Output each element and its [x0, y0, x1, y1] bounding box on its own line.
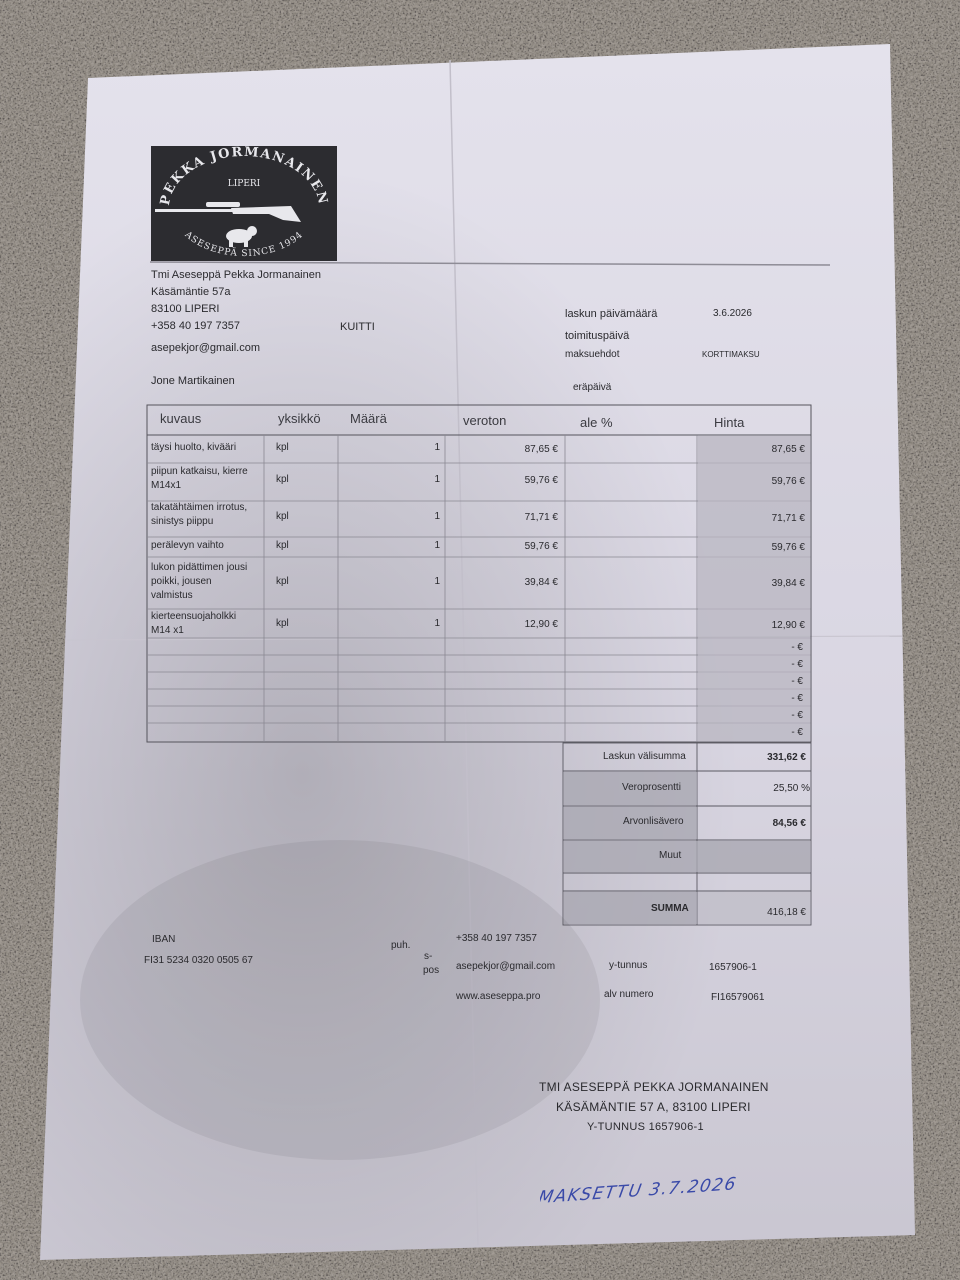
- row-description-cont: M14 x1: [151, 625, 184, 636]
- row-quantity: 1: [434, 474, 440, 485]
- stamp-line-address: KÄSÄMÄNTIE 57 A, 83100 LIPERI: [556, 1100, 751, 1114]
- footer-email: asepekjor@gmail.com: [456, 961, 556, 972]
- row-net: 39,84 €: [524, 577, 558, 588]
- row-unit: kpl: [276, 511, 289, 522]
- total-label: SUMMA: [651, 903, 689, 914]
- company-name: Tmi Aseseppä Pekka Jormanainen: [151, 269, 321, 281]
- row-price: 87,65 €: [771, 444, 805, 455]
- vat-rate-label: Veroprosentti: [622, 782, 681, 793]
- row-net: 71,71 €: [524, 512, 558, 523]
- vat-label: Arvonlisävero: [623, 816, 684, 827]
- empty-row-price: - €: [791, 693, 803, 704]
- payment-terms-label: maksuehdot: [565, 349, 620, 360]
- row-price: 39,84 €: [771, 578, 805, 589]
- company-city: 83100 LIPERI: [151, 303, 220, 315]
- email-label-cont: pos: [423, 965, 440, 976]
- row-description: lukon pidättimen jousi: [151, 562, 248, 573]
- empty-row-price: - €: [791, 710, 803, 721]
- row-unit: kpl: [276, 442, 289, 453]
- row-unit: kpl: [276, 540, 289, 551]
- row-description-cont: valmistus: [151, 590, 193, 601]
- row-quantity: 1: [434, 442, 440, 453]
- document-title: KUITTI: [340, 321, 375, 333]
- stamp-line-ytunnus: Y-TUNNUS 1657906-1: [587, 1121, 704, 1133]
- row-quantity: 1: [434, 540, 440, 551]
- logo-name-text: PEKKA JORMANAINEN: [157, 146, 331, 207]
- payment-terms: KORTTIMAKSU: [702, 350, 760, 359]
- company-logo: [151, 146, 337, 261]
- handwritten-paid-text: MAKSETTU 3.7.2026: [540, 1174, 739, 1208]
- row-net: 59,76 €: [524, 541, 558, 552]
- row-quantity: 1: [434, 618, 440, 629]
- empty-row-price: - €: [791, 727, 803, 738]
- customer-name: Jone Martikainen: [151, 375, 235, 387]
- row-description-cont: M14x1: [151, 480, 182, 491]
- row-description: piipun katkaisu, kierre: [151, 466, 248, 477]
- company-street: Käsämäntie 57a: [151, 286, 231, 298]
- row-quantity: 1: [434, 576, 440, 587]
- vat-rate-value: 25,50 %: [773, 783, 810, 794]
- invoice-date-label: laskun päivämäärä: [565, 308, 658, 320]
- row-price: 59,76 €: [771, 476, 805, 487]
- col-header-unit: yksikkö: [278, 411, 321, 426]
- row-unit: kpl: [276, 576, 289, 587]
- total-value: 416,18 €: [767, 907, 806, 918]
- company-phone: +358 40 197 7357: [151, 320, 241, 332]
- delivery-date-label: toimituspäivä: [565, 330, 630, 342]
- row-net: 59,76 €: [524, 475, 558, 486]
- col-header-discount: ale %: [580, 415, 613, 430]
- row-description: takatähtäimen irrotus,: [151, 502, 248, 513]
- company-email: asepekjor@gmail.com: [151, 342, 260, 354]
- subtotal-label: Laskun välisumma: [603, 751, 686, 762]
- row-price: 71,71 €: [771, 513, 805, 524]
- handwritten-paid-note: [540, 1168, 770, 1208]
- empty-row-price: - €: [791, 642, 803, 653]
- row-price: 12,90 €: [771, 620, 805, 631]
- phone-label: puh.: [391, 940, 411, 951]
- invoice-date: 3.6.2026: [713, 308, 752, 319]
- col-header-net: veroton: [463, 413, 507, 428]
- rifle-icon: [155, 202, 301, 222]
- iban-label: IBAN: [152, 934, 176, 945]
- empty-row-price: - €: [791, 659, 803, 670]
- alv-label: alv numero: [604, 989, 654, 1000]
- ytunnus-label: y-tunnus: [609, 960, 648, 971]
- col-header-quantity: Määrä: [350, 411, 387, 426]
- stamp-line-company: TMI ASESEPPÄ PEKKA JORMANAINEN: [539, 1080, 769, 1094]
- row-unit: kpl: [276, 474, 289, 485]
- row-description: perälevyn vaihto: [151, 540, 224, 551]
- logo-place-text: LIPERI: [227, 179, 261, 189]
- row-description: täysi huolto, kivääri: [151, 442, 237, 453]
- row-price: 59,76 €: [771, 542, 805, 553]
- ytunnus-value: 1657906-1: [709, 962, 757, 973]
- alv-value: FI16579061: [711, 992, 765, 1003]
- row-description-cont: poikki, jousen: [151, 576, 212, 587]
- row-quantity: 1: [434, 511, 440, 522]
- due-date-label: eräpäivä: [573, 382, 612, 393]
- logo-tagline-text: ASESEPPÄ SINCE 1994: [182, 229, 306, 260]
- footer-website: www.aseseppa.pro: [456, 991, 541, 1002]
- iban-value: FI31 5234 0320 0505 67: [144, 955, 253, 966]
- footer-phone: +358 40 197 7357: [456, 933, 537, 944]
- email-label: s-: [424, 951, 433, 962]
- other-label: Muut: [659, 850, 682, 861]
- vat-value: 84,56 €: [772, 818, 806, 829]
- empty-row-price: - €: [791, 676, 803, 687]
- row-net: 87,65 €: [524, 444, 558, 455]
- row-description-cont: sinistys piippu: [151, 516, 214, 527]
- subtotal-value: 331,62 €: [767, 752, 806, 763]
- bear-icon: [226, 226, 257, 247]
- row-description: kierteensuojaholkki: [151, 611, 237, 622]
- col-header-price: Hinta: [714, 415, 745, 430]
- row-unit: kpl: [276, 618, 289, 629]
- col-header-description: kuvaus: [160, 411, 202, 426]
- row-net: 12,90 €: [524, 619, 558, 630]
